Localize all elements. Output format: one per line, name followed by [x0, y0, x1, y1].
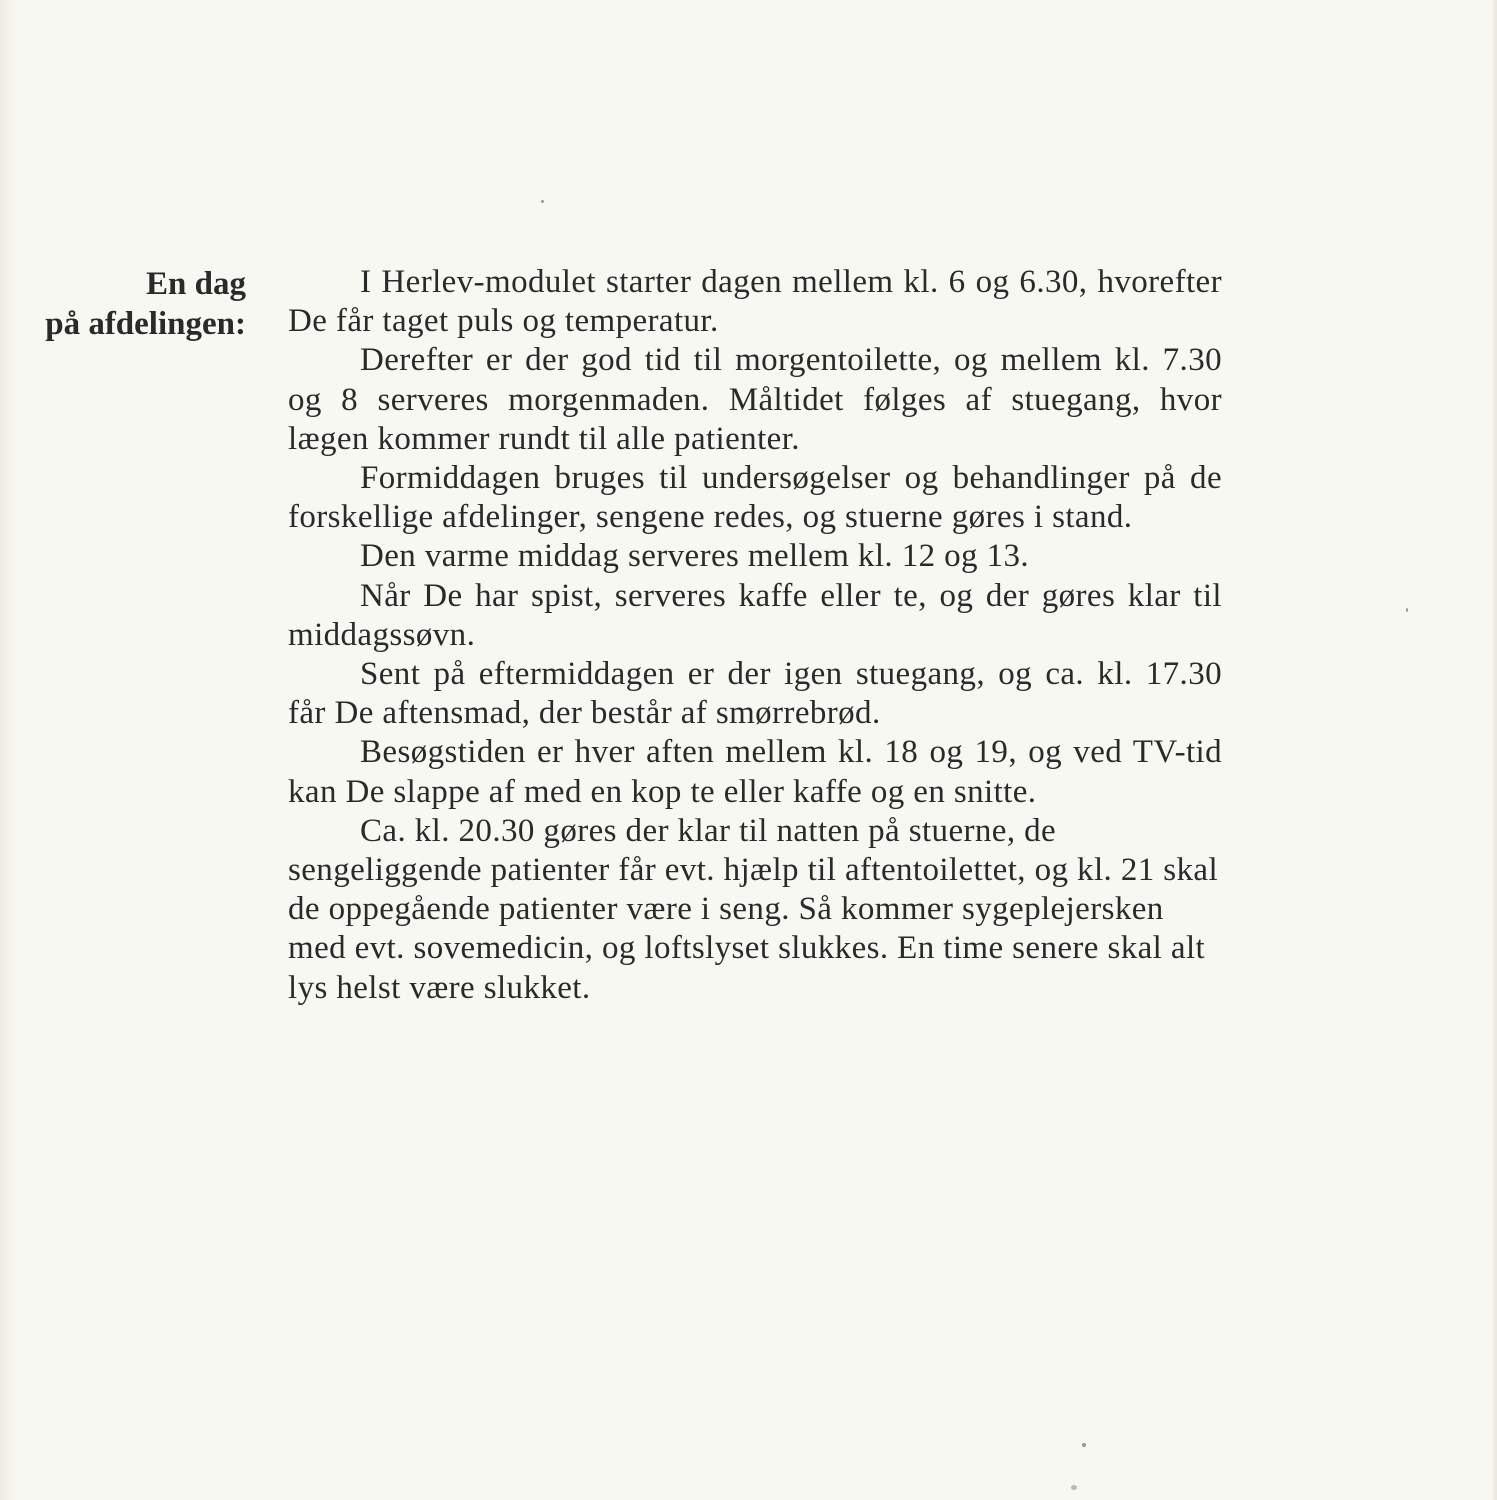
paragraph-forenoon: Formiddagen bruges til undersøgelser og behandlinger på de forskellige afdelinger, sengene redes, og stuerne gøres i stand.: [288, 460, 1222, 536]
section-heading: [10, 264, 246, 344]
paper-speck: [1082, 1443, 1086, 1447]
paper-speck: [1406, 608, 1408, 612]
paper-speck: [541, 200, 544, 203]
paragraph-breakfast: Derefter er der god tid til morgentoilette, og mellem kl. 7.30 og 8 serveres morgenmaden. Måltidet følges af stuegang, hvor lægen kommer rundt til alle patienter.: [288, 342, 1222, 457]
paragraph-night: Ca. kl. 20.30 gøres der klar til natten på stuerne, de sengeliggende patienter får evt. hjælp til aftentoilettet, og kl. 21 skal de oppegående patienter være i seng. Så kommer sygeplejersken med evt. sovemedicin, og loftslyset slukkes. En time senere skal alt lys helst være slukket.: [288, 812, 1219, 1006]
paragraph-after-lunch: Når De har spist, serveres kaffe eller te, og der gøres klar til middagssøvn.: [288, 577, 1222, 653]
paragraph-morning-start: I Herlev-modulet starter dagen mellem kl. 6 og 6.30, hvorefter De får taget puls og temperatur.: [288, 264, 1222, 340]
page-shadow-right: [1491, 0, 1497, 1500]
body-text: [288, 263, 1222, 1008]
paragraph-afternoon: Sent på eftermiddagen er der igen stuegang, og ca. kl. 17.30 får De aftensmad, der består af smørrebrød.: [288, 656, 1222, 732]
paragraph-lunch: Den varme middag serveres mellem kl. 12 og 13.: [360, 538, 1030, 575]
paragraph-visiting-hours: Besøgstiden er hver aften mellem kl. 18 og 19, og ved TV-tid kan De slappe af med en kop te eller kaffe og en snitte.: [288, 734, 1222, 810]
page-shadow-left: [0, 0, 18, 1500]
heading-line-1: En dag: [146, 266, 246, 302]
paper-speck: [1071, 1485, 1077, 1490]
heading-line-2: på afdelingen:: [45, 306, 246, 342]
